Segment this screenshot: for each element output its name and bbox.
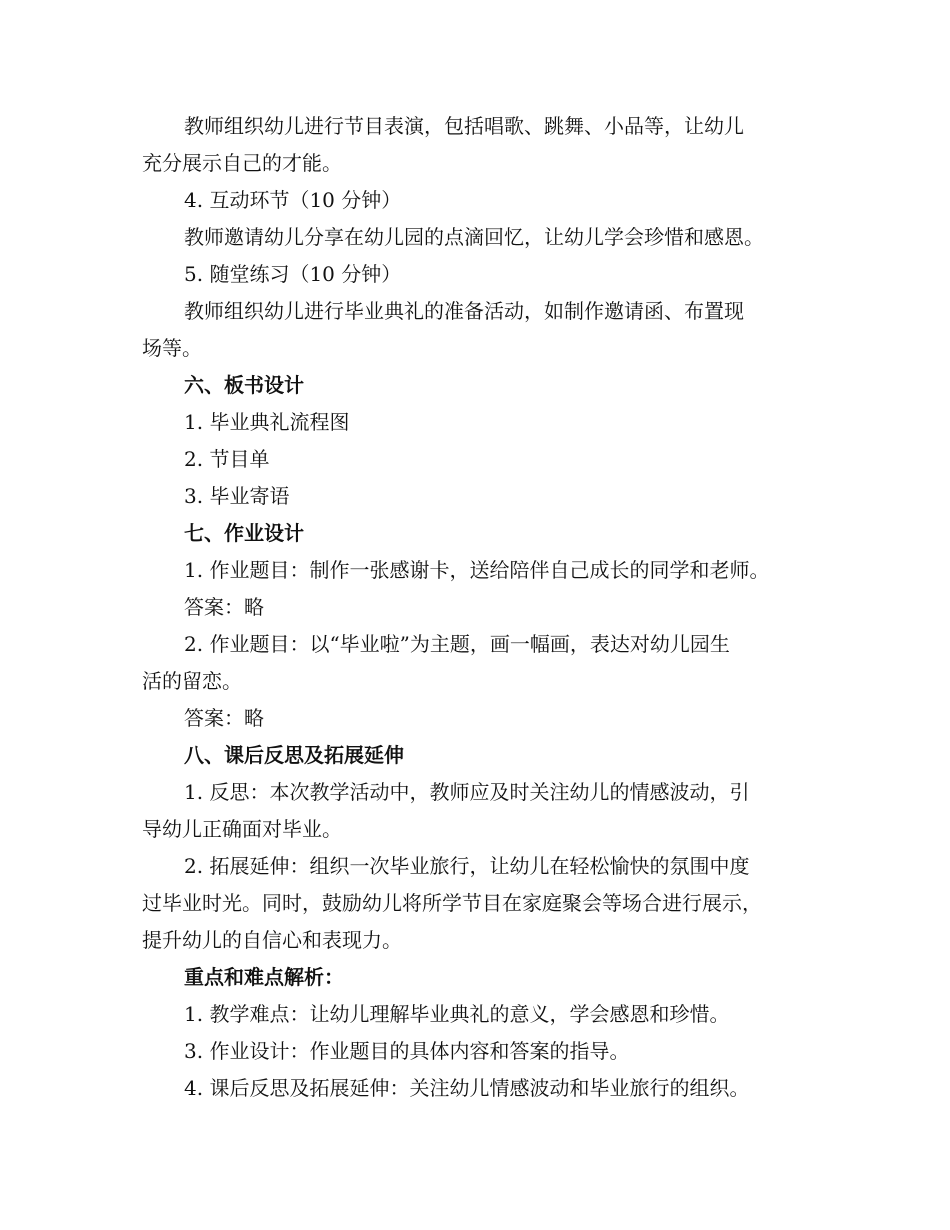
section-heading-key-points: 重点和难点解析： (184, 965, 344, 989)
paragraph-performance-line2: 充分展示自己的才能。 (142, 151, 342, 175)
list-item-homework-1: 1. 作业题目：制作一张感谢卡，送给陪伴自己成长的同学和老师。 (184, 558, 770, 582)
section-heading-board-design: 六、板书设计 (184, 373, 304, 397)
document-page (142, 108, 812, 1107)
list-item-interaction: 4. 互动环节（10 分钟） (184, 188, 402, 212)
section-heading-homework: 七、作业设计 (184, 521, 304, 545)
list-item-extension-line2: 过毕业时光。同时，鼓励幼儿将所学节目在家庭聚会等场合进行展示， (142, 891, 762, 915)
paragraph-practice-line2: 场等。 (142, 336, 202, 360)
answer-homework-2: 答案：略 (184, 706, 264, 730)
list-item-homework-design: 3. 作业设计：作业题目的具体内容和答案的指导。 (184, 1039, 630, 1063)
answer-homework-1: 答案：略 (184, 595, 264, 619)
list-item-reflection-extension: 4. 课后反思及拓展延伸：关注幼儿情感波动和毕业旅行的组织。 (184, 1076, 750, 1100)
section-heading-reflection: 八、课后反思及拓展延伸 (184, 743, 404, 767)
paragraph-performance-line1: 教师组织幼儿进行节目表演，包括唱歌、跳舞、小品等，让幼儿 (184, 114, 744, 138)
list-item-program: 2. 节目单 (184, 447, 270, 471)
paragraph-practice-line1: 教师组织幼儿进行毕业典礼的准备活动，如制作邀请函、布置现 (184, 299, 744, 323)
list-item-difficulty: 1. 教学难点：让幼儿理解毕业典礼的意义，学会感恩和珍惜。 (184, 1002, 730, 1026)
list-item-reflection-line1: 1. 反思：本次教学活动中，教师应及时关注幼儿的情感波动，引 (184, 780, 750, 804)
list-item-message: 3. 毕业寄语 (184, 484, 290, 508)
list-item-homework-2-line2: 活的留恋。 (142, 669, 242, 693)
list-item-extension-line1: 2. 拓展延伸：组织一次毕业旅行，让幼儿在轻松愉快的氛围中度 (184, 854, 750, 878)
list-item-homework-2-line1: 2. 作业题目：以“毕业啦”为主题，画一幅画，表达对幼儿园生 (184, 632, 730, 656)
list-item-reflection-line2: 导幼儿正确面对毕业。 (142, 817, 342, 841)
list-item-flowchart: 1. 毕业典礼流程图 (184, 410, 350, 434)
list-item-extension-line3: 提升幼儿的自信心和表现力。 (142, 928, 402, 952)
list-item-practice: 5. 随堂练习（10 分钟） (184, 262, 402, 286)
paragraph-interaction: 教师邀请幼儿分享在幼儿园的点滴回忆，让幼儿学会珍惜和感恩。 (184, 225, 764, 249)
